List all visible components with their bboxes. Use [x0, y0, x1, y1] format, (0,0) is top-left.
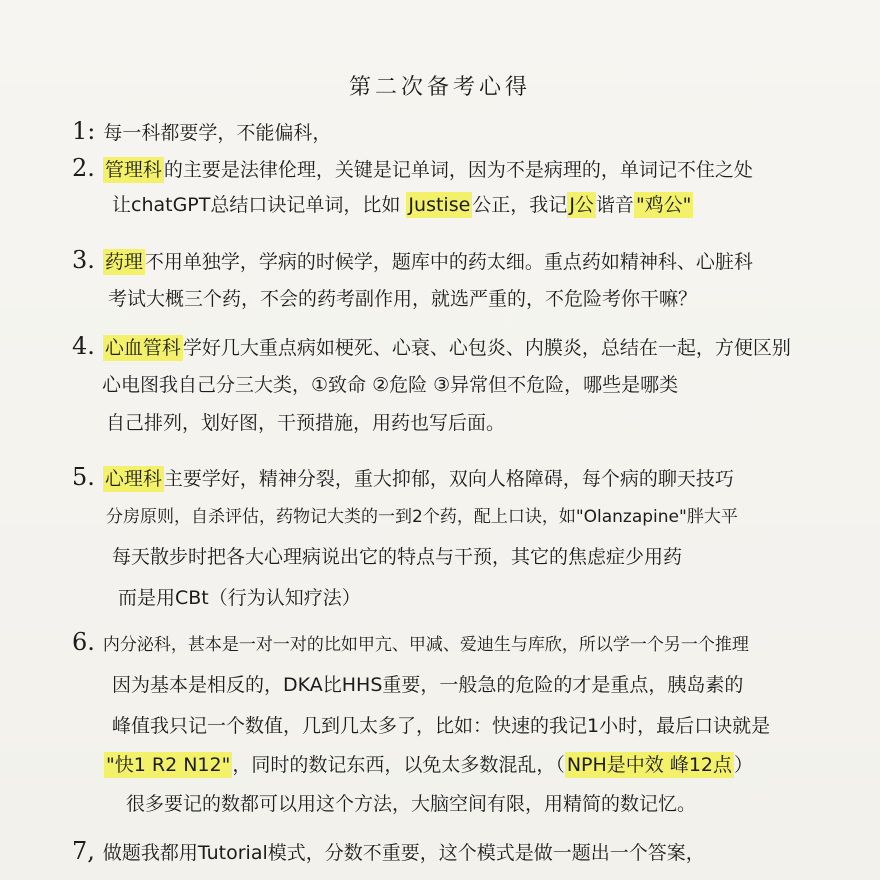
note-text: ） — [734, 754, 754, 776]
note-text: 因为基本是相反的，DKA比HHS重要，一般急的危险的才是重点，胰岛素的 — [112, 674, 744, 696]
note-line-17 — [126, 791, 696, 817]
note-text: 很多要记的数都可以用这个方法，大脑空间有限，用精简的数记忆。 — [126, 793, 697, 815]
note-line-12 — [118, 585, 361, 611]
note-line-4 — [72, 247, 753, 275]
note-line-18 — [72, 838, 705, 866]
highlighted-text: 心理科 — [104, 468, 162, 490]
highlighted-text: Justise — [408, 194, 471, 216]
item-number: 2. — [72, 154, 95, 182]
item-number: 5. — [72, 463, 95, 491]
note-line-14 — [112, 672, 743, 698]
note-text: 自己排列，划好图，干预措施，用药也写后面。 — [106, 412, 506, 434]
item-number: 7, — [72, 837, 95, 865]
note-line-13 — [72, 629, 749, 658]
note-text: 让chatGPT总结口诀记单词，比如 — [112, 194, 401, 216]
note-line-8 — [106, 410, 505, 436]
note-line-16 — [104, 752, 753, 778]
item-number: 3. — [72, 246, 95, 274]
note-text: 内分泌科，甚本是一对一对的比如甲亢、甲减、爱迪生与库欣，所以学一个另一个推理 — [102, 635, 749, 655]
highlighted-text: "鸡公" — [635, 194, 692, 216]
note-text: 的主要是法律伦理，关键是记单词，因为不是病理的，单词记不住之处 — [163, 159, 753, 181]
note-line-10 — [106, 504, 738, 530]
highlighted-text: 药理 — [104, 251, 143, 273]
note-line-15 — [112, 713, 770, 739]
note-line-7 — [102, 372, 678, 398]
note-text: 心电图我自己分三大类，①致命 ②危险 ③异常但不危险，哪些是哪类 — [102, 374, 679, 396]
highlighted-text: 心血管科 — [104, 337, 181, 359]
page-title: 第二次备考心得 — [348, 75, 531, 100]
note-text: 考试大概三个药，不会的药考副作用，就选严重的，不危险考你干嘛？ — [108, 288, 698, 310]
note-line-6 — [72, 333, 791, 361]
note-text: ，同时的数记东西，以免太多数混乱，（ — [232, 754, 565, 776]
highlighted-text: J公 — [569, 194, 594, 216]
note-text: 做题我都用Tutorial模式，分数不重要，这个模式是做一题出一个答案， — [102, 842, 705, 864]
note-line-5 — [108, 286, 697, 312]
highlighted-text: NPH是中效 峰12点 — [566, 754, 733, 776]
note-text: 不用单独学，学病的时候学，题库中的药太细。重点药如精神科、心脏科 — [144, 251, 753, 273]
note-text: 每一科都要学，不能偏科， — [103, 122, 332, 144]
highlighted-text: 管理科 — [104, 159, 162, 181]
note-text: 学好几大重点病如梗死、心衰、心包炎、内膜炎，总结在一起，方便区别 — [182, 337, 791, 359]
note-line-11 — [112, 544, 682, 570]
note-text: 峰值我只记一个数值，几到几太多了，比如：快速的我记1小时，最后口诀就是 — [112, 715, 771, 737]
note-text: 公正，我记 — [472, 194, 568, 216]
note-text: 每天散步时把各大心理病说出它的特点与干预，其它的焦虑症少用药 — [112, 546, 683, 568]
note-line-1 — [72, 118, 331, 146]
item-number: 1: — [72, 117, 96, 145]
note-text: 而是用CBt（行为认知疗法） — [118, 587, 361, 609]
note-line-9 — [72, 464, 734, 492]
note-text: 谐音 — [595, 194, 634, 216]
highlighted-text: "快1 R2 N12" — [106, 754, 231, 776]
note-line-3 — [112, 192, 693, 218]
note-line-2 — [72, 155, 753, 183]
note-text: 分房原则，自杀评估，药物记大类的一到2个药，配上口诀，如"Olanzapine"胖大平 — [106, 507, 738, 527]
item-number: 4. — [72, 332, 95, 360]
note-text: 主要学好，精神分裂，重大抑郁，双向人格障碍，每个病的聊天技巧 — [163, 468, 734, 490]
item-number: 6. — [72, 628, 95, 656]
